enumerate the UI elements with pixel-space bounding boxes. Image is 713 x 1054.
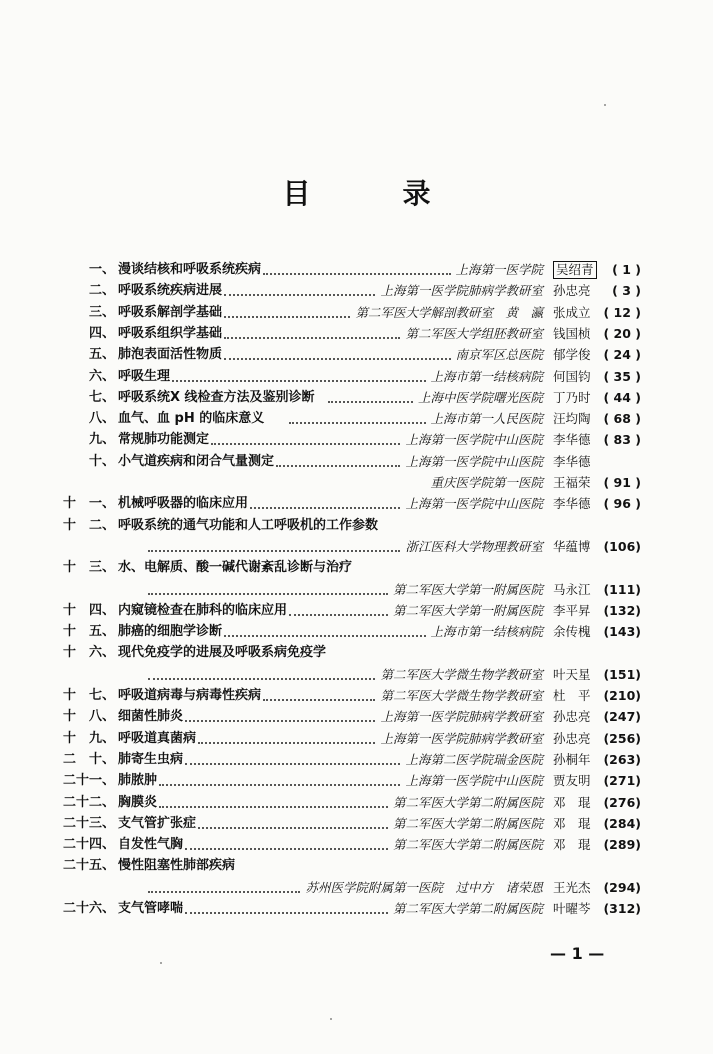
- entry-number: 十 八、: [62, 709, 115, 724]
- toc-entry: [0, 728, 713, 750]
- entry-title: 水、电解质、酸一碱代谢紊乱诊断与治疗: [118, 560, 353, 575]
- entry-author: 王福荣: [553, 475, 591, 490]
- entry-number: 十 一、: [62, 496, 115, 511]
- toc-entry: [0, 323, 713, 345]
- entry-number: 十 二、: [62, 518, 115, 533]
- entry-author: 李华德: [553, 454, 591, 469]
- entry-author: 丁乃时: [553, 390, 591, 405]
- entry-title: 支气管哮喘: [118, 901, 184, 916]
- entry-title: 自发性气胸: [118, 837, 184, 852]
- dot-leader: [289, 422, 426, 424]
- toc-entry: [0, 493, 713, 515]
- entry-institution: 上海第一医学院中山医院: [405, 432, 543, 447]
- dot-leader: [198, 827, 388, 829]
- entry-title: 血气、血 pH 的临床意义: [118, 411, 265, 426]
- entry-author: 孙忠亮: [553, 283, 591, 298]
- entry-institution: 上海中医学院曙光医院: [417, 390, 543, 405]
- toc-entry: [0, 706, 713, 728]
- entry-author: 孙桐年: [553, 752, 591, 767]
- toc-entry: [0, 515, 713, 537]
- entry-author: 邓 琨: [553, 837, 591, 852]
- toc-entry: [0, 344, 713, 366]
- dot-leader: [159, 806, 388, 808]
- entry-institution: 第二军医大学微生物学教研室: [380, 667, 543, 682]
- toc-entry: [0, 302, 713, 324]
- entry-institution: 第二军医大学解剖教研室 黄 瀛: [355, 305, 543, 320]
- entry-page: ( 3 ): [612, 283, 641, 298]
- entry-author: 叶曜芩: [553, 901, 591, 916]
- entry-number: 二十六、: [62, 901, 115, 916]
- entry-institution: 上海第一医学院肺病学教研室: [380, 731, 543, 746]
- entry-title: 呼吸系解剖学基础: [118, 305, 223, 320]
- paper-speck: [160, 962, 162, 964]
- dot-leader: [148, 678, 375, 680]
- dot-leader: [185, 720, 375, 722]
- dot-leader: [263, 273, 451, 275]
- entry-institution: 苏州医学院附属第一医院 过中方 诸荣恩: [305, 880, 543, 895]
- entry-number: 十 六、: [62, 645, 115, 660]
- entry-title: 呼吸道病毒与病毒性疾病: [118, 688, 262, 703]
- entry-page: (143): [603, 624, 641, 639]
- toc-entry: [0, 621, 713, 643]
- toc-entry: [0, 642, 713, 664]
- paper-speck: [330, 1018, 332, 1020]
- entry-page: ( 24 ): [603, 347, 641, 362]
- entry-institution: 第二军医大学第二附属医院: [392, 901, 543, 916]
- entry-page: ( 91 ): [603, 475, 641, 490]
- entry-number: 十 九、: [62, 731, 115, 746]
- entry-institution: 上海第一医学院中山医院: [405, 454, 543, 469]
- dot-leader: [148, 593, 388, 595]
- entry-title: 常规肺功能测定: [118, 432, 210, 447]
- entry-institution: 第二军医大学第一附属医院: [392, 582, 543, 597]
- entry-number: 十 五、: [62, 624, 115, 639]
- toc-entry: [0, 557, 713, 579]
- entry-author: 孙忠亮: [553, 709, 591, 724]
- dot-leader: [250, 507, 400, 509]
- toc-entry: [0, 749, 713, 771]
- entry-institution: 上海市第一结核病院: [430, 369, 543, 384]
- entry-page: ( 96 ): [603, 496, 641, 511]
- entry-author: 王光杰: [553, 880, 591, 895]
- dot-leader: [276, 465, 400, 467]
- toc-entry: [0, 366, 713, 388]
- entry-title: 小气道疾病和闭合气量测定: [118, 454, 275, 469]
- entry-page: (289): [603, 837, 641, 852]
- entry-title: 肺寄生虫病: [118, 752, 184, 767]
- entry-title: 呼吸生理: [118, 369, 171, 384]
- entry-title: 肺脓肿: [118, 773, 158, 788]
- entry-page: (312): [603, 901, 641, 916]
- entry-institution: 第二军医大学组胚教研室: [405, 326, 543, 341]
- entry-institution: 南京军区总医院: [455, 347, 543, 362]
- entry-page: (132): [603, 603, 641, 618]
- entry-page: (151): [603, 667, 641, 682]
- entry-page: (294): [603, 880, 641, 895]
- toc-entry: [0, 259, 713, 281]
- entry-page: (276): [603, 795, 641, 810]
- entry-title: 呼吸系统X 线检查方法及鉴别诊断: [118, 390, 315, 405]
- entry-author: 邓 琨: [553, 795, 591, 810]
- dot-leader: [185, 912, 388, 914]
- entry-number: 二十四、: [62, 837, 115, 852]
- entry-author: 何国钧: [553, 369, 591, 384]
- entry-number: 六、: [88, 369, 115, 384]
- dot-leader: [185, 763, 400, 765]
- entry-title: 胸膜炎: [118, 795, 158, 810]
- toc-entry: [0, 429, 713, 451]
- entry-title: 呼吸道真菌病: [118, 731, 197, 746]
- toc-entry: [0, 877, 713, 899]
- heading-char-2: 录: [402, 177, 431, 210]
- entry-page: (284): [603, 816, 641, 831]
- dot-leader: [211, 443, 400, 445]
- dot-leader: [328, 401, 413, 403]
- dot-leader: [263, 699, 375, 701]
- dot-leader: [159, 784, 400, 786]
- dot-leader: [198, 742, 375, 744]
- entry-title: 现代免疫学的进展及呼吸系病免疫学: [118, 645, 327, 660]
- entry-title: 机械呼吸器的临床应用: [118, 496, 249, 511]
- entry-title: 肺泡表面活性物质: [118, 347, 223, 362]
- entry-institution: 上海第一医学院: [455, 262, 543, 277]
- entry-institution: 浙江医科大学物理教研室: [405, 539, 543, 554]
- toc-entry: [0, 408, 713, 430]
- toc-heading: [0, 172, 713, 212]
- entry-number: 十 七、: [62, 688, 115, 703]
- dot-leader: [224, 294, 375, 296]
- dot-leader: [224, 635, 426, 637]
- toc-entry: [0, 600, 713, 622]
- toc-entry: [0, 898, 713, 920]
- entry-number: 十 四、: [62, 603, 115, 618]
- toc-entry: [0, 792, 713, 814]
- entry-page: ( 83 ): [603, 432, 641, 447]
- entry-author: 张成立: [553, 305, 591, 320]
- entry-author: 余传槐: [553, 624, 591, 639]
- entry-number: 五、: [88, 347, 115, 362]
- entry-page: ( 12 ): [603, 305, 641, 320]
- entry-number: 八、: [88, 411, 115, 426]
- entry-page: ( 35 ): [603, 369, 641, 384]
- entry-author: 叶天星: [553, 667, 591, 682]
- dot-leader: [185, 848, 388, 850]
- entry-number: 二十一、: [62, 773, 115, 788]
- entry-number: 二十三、: [62, 816, 115, 831]
- entry-page: (111): [603, 582, 641, 597]
- dot-leader: [148, 891, 300, 893]
- entry-institution: 第二军医大学第二附属医院: [392, 816, 543, 831]
- entry-title: 内窥镜检查在肺科的临床应用: [118, 603, 288, 618]
- entry-institution: 上海第一医学院肺病学教研室: [380, 283, 543, 298]
- entry-page: (263): [603, 752, 641, 767]
- entry-author: 孙忠亮: [553, 731, 591, 746]
- entry-author: 钱国桢: [553, 326, 591, 341]
- entry-title: 慢性阻塞性肺部疾病: [118, 858, 236, 873]
- toc-entry: [0, 855, 713, 877]
- entry-institution: 上海市第一人民医院: [430, 411, 543, 426]
- entry-page: ( 1 ): [612, 262, 641, 277]
- entry-number: 二、: [88, 283, 115, 298]
- dot-leader: [224, 316, 350, 318]
- entry-title: 肺癌的细胞学诊断: [118, 624, 223, 639]
- entry-page: (247): [603, 709, 641, 724]
- entry-title: 细菌性肺炎: [118, 709, 184, 724]
- toc-entry: [0, 280, 713, 302]
- entry-title: 支气管扩张症: [118, 816, 197, 831]
- entry-number: 十、: [88, 454, 115, 469]
- toc-entry: [0, 579, 713, 601]
- entry-page: ( 68 ): [603, 411, 641, 426]
- entry-institution: 上海第一医学院中山医院: [405, 773, 543, 788]
- toc-entry: [0, 536, 713, 558]
- entry-author: 杜 平: [553, 688, 591, 703]
- entry-author: 汪均陶: [553, 411, 591, 426]
- entry-title: 漫谈结核和呼吸系统疾病: [118, 262, 262, 277]
- page-number: — 1 —: [550, 944, 605, 963]
- entry-page: (271): [603, 773, 641, 788]
- entry-author: 李华德: [553, 496, 591, 511]
- entry-institution: 第二军医大学微生物学教研室: [380, 688, 543, 703]
- entry-title: 呼吸系组织学基础: [118, 326, 223, 341]
- entry-author: 李华德: [553, 432, 591, 447]
- toc-entry: [0, 685, 713, 707]
- entry-author: 华蕴博: [553, 539, 591, 554]
- entry-page: (256): [603, 731, 641, 746]
- toc-entry: [0, 387, 713, 409]
- entry-institution: 上海第一医学院中山医院: [405, 496, 543, 511]
- entry-page: (210): [603, 688, 641, 703]
- dot-leader: [224, 337, 400, 339]
- entry-number: 四、: [88, 326, 115, 341]
- entry-number: 三、: [88, 305, 115, 320]
- entry-page: ( 20 ): [603, 326, 641, 341]
- entry-number: 一、: [88, 262, 115, 277]
- toc-entry: [0, 770, 713, 792]
- toc-entry: [0, 451, 713, 473]
- entry-number: 七、: [88, 390, 115, 405]
- heading-char-1: 目: [282, 177, 311, 210]
- entry-institution: 重庆医学院第一医院: [430, 475, 543, 490]
- entry-institution: 第二军医大学第二附属医院: [392, 795, 543, 810]
- entry-number: 二十二、: [62, 795, 115, 810]
- toc-entry: [0, 664, 713, 686]
- toc-entry: [0, 834, 713, 856]
- dot-leader: [172, 380, 426, 382]
- dot-leader: [148, 550, 400, 552]
- dot-leader: [289, 614, 388, 616]
- toc-entry: [0, 813, 713, 835]
- entry-title: 呼吸系统疾病进展: [118, 283, 223, 298]
- entry-number: 二 十、: [62, 752, 115, 767]
- entry-institution: 第二军医大学第一附属医院: [392, 603, 543, 618]
- entry-institution: 上海第一医学院肺病学教研室: [380, 709, 543, 724]
- entry-page: (106): [603, 539, 641, 554]
- entry-institution: 第二军医大学第二附属医院: [392, 837, 543, 852]
- entry-page: ( 44 ): [603, 390, 641, 405]
- entry-institution: 上海市第一结核病院: [430, 624, 543, 639]
- entry-institution: 上海第二医学院瑞金医院: [405, 752, 543, 767]
- entry-number: 九、: [88, 432, 115, 447]
- entry-author: 邓 琨: [553, 816, 591, 831]
- entry-author: 郁学俊: [553, 347, 591, 362]
- entry-author: 贾友明: [553, 773, 591, 788]
- entry-title: 呼吸系统的通气功能和人工呼吸机的工作参数: [118, 518, 379, 533]
- entry-number: 十 三、: [62, 560, 115, 575]
- entry-author: 李平昇: [553, 603, 591, 618]
- paper-speck: [604, 104, 606, 106]
- entry-number: 二十五、: [62, 858, 115, 873]
- entry-author: 马永江: [553, 582, 591, 597]
- dot-leader: [224, 358, 451, 360]
- entry-author: 吴绍青: [553, 261, 597, 279]
- toc-entry: [0, 472, 713, 494]
